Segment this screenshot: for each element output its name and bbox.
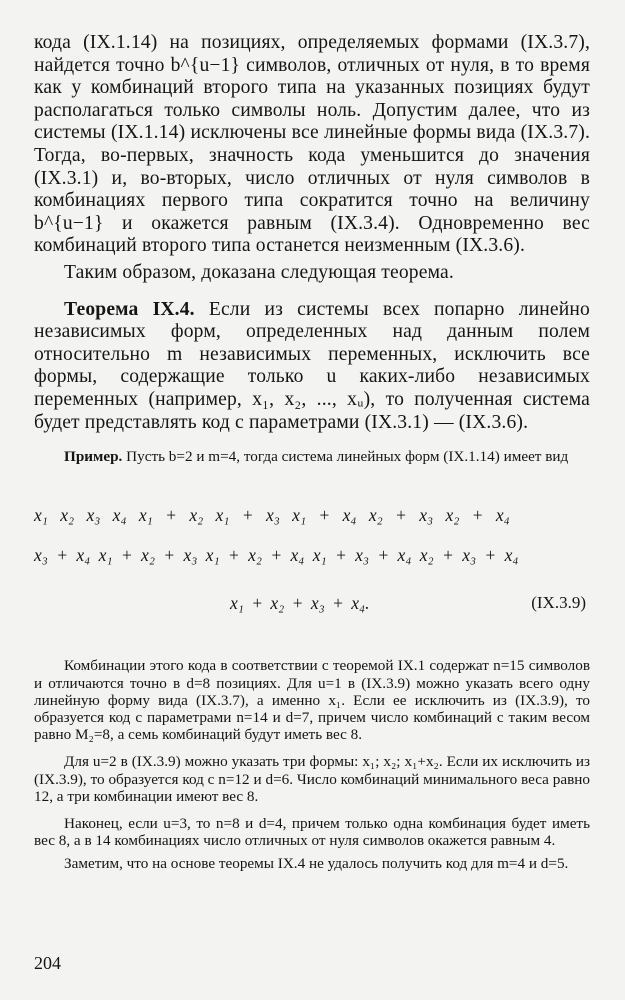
paragraph-2: Таким образом, доказана следующая теорема. xyxy=(64,261,454,283)
theorem-text: Если из системы всех попарно линейно независимых форм, определенных над данным полем относительно m независимых переменных, исключить все формы, содержащие только u каких-либо независимых переменных (например, x₁, x₂, ..., xᵤ), то полученная система будет представлять код с параметрами (IX.3.1) — (IX.3.6). xyxy=(34,298,590,433)
small-paragraph-4: Заметим, что на основе теоремы IX.4 не удалось получить код для m=4 и d=5. xyxy=(64,855,569,873)
example-text: Пусть b=2 и m=4, тогда система линейных форм (IX.1.14) имеет вид xyxy=(126,448,569,466)
example-heading: Пример. xyxy=(64,448,123,466)
paragraph-1: кода (IX.1.14) на позициях, определяемых формами (IX.3.7), найдется точно b^{u−1} символов, отличных от нуля, в то время как у комбинаций второго типа на указанных позициях будут располагаться только символы ноль. Допустим далее, что из системы (IX.1.14) исключены все линейные формы вида (IX.3.7). Тогда, во-первых, значность кода уменьшится до значения (IX.3.1) и, во-вторых, число отличных от нуля символов в комбинациях первого типа сократится точно на величину b^{u−1} и окажется равным (IX.3.4). Одновременно вес комбинаций второго типа останется неизменным (IX.3.6). xyxy=(34,32,590,257)
small-paragraph-1: Комбинации этого кода в соответствии с теоремой IX.1 содержат n=15 символов и отличаются точно в d=8 позициях. Для u=1 в (IX.3.9) можно указать всего одну линейную форму вида (IX.3.7), а именно x₁. Если ее исключить из (IX.3.9), то образуется код с параметрами n=14 и d=7, причем число комбинаций с таким весом равно M₂=8, а семь комбинаций будут иметь вес 8. xyxy=(34,657,590,744)
small-paragraph-2: Для u=2 в (IX.3.9) можно указать три формы: x₁; x₂; x₁+x₂. Если их исключить из (IX.3.9), то образуется код с n=12 и d=6. Число комбинаций минимального веса равно 12, а три комбинации имеют вес 8. xyxy=(34,753,590,805)
page-body xyxy=(34,32,590,873)
formula-block xyxy=(34,505,590,647)
example-paragraph xyxy=(34,448,590,465)
equation-number: (IX.3.9) xyxy=(531,593,586,613)
formula-line-2: x₃ + x₄ x₁ + x₂ + x₃ x₁ + x₂ + x₄ x₁ + x₃ + x₄ x₂ + x₃ + x₄ xyxy=(34,545,519,566)
page-number: 204 xyxy=(34,953,61,973)
theorem-paragraph xyxy=(34,299,590,435)
small-paragraph-3: Наконец, если u=3, то n=8 и d=4, причем только одна комбинация будет иметь вес 8, а в 14 комбинациях число отличных от нуля символов окажется равным 4. xyxy=(34,814,590,850)
formula-line-1: x₁ x₂ x₃ x₄ x₁ + x₂ x₁ + x₃ x₁ + x₄ x₂ + x₃ x₂ + x₄ xyxy=(34,505,510,526)
theorem-heading: Теорема IX.4. xyxy=(64,298,195,320)
formula-line-3: x₁ + x₂ + x₃ + x₄. xyxy=(230,593,370,614)
